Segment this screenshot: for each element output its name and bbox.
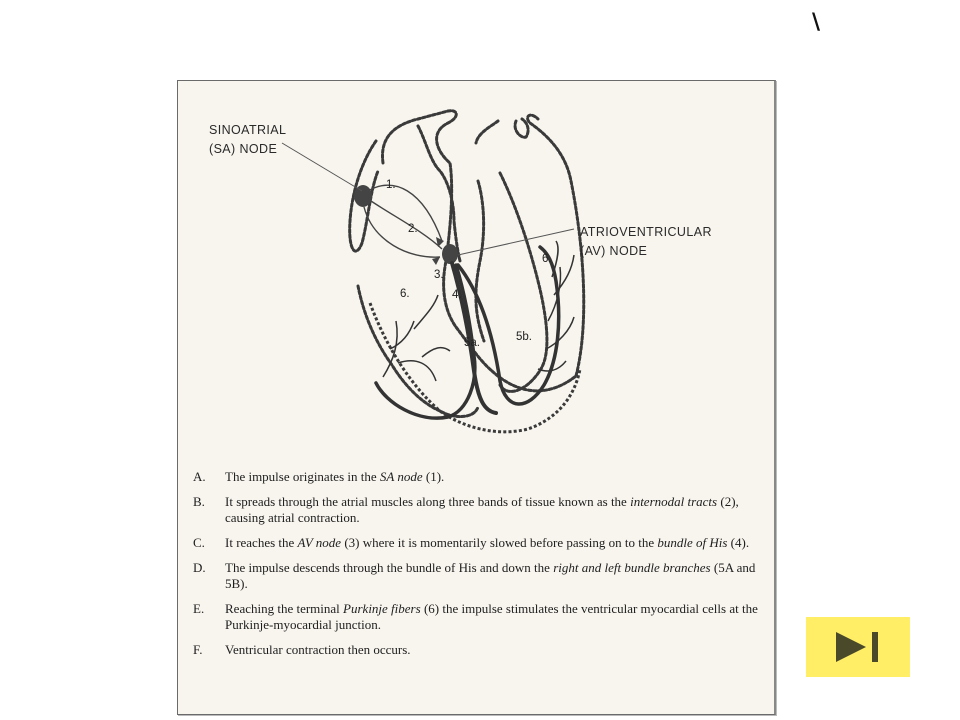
step-segment: (1). [422, 469, 445, 484]
step-text [225, 560, 755, 591]
step-segment: (6) the impulse stimulates the ventricular myocardial cells at the Purkinje-myocardial junction. [225, 601, 758, 632]
step-item [193, 469, 770, 485]
next-slide-button[interactable] [806, 617, 910, 677]
label-6-left: 6. [400, 288, 410, 300]
step-letter: E. [193, 601, 205, 616]
step-term: Purkinje fibers [343, 601, 421, 616]
step-item [193, 601, 770, 633]
sa-node-label: SINOATRIAL (SA) NODE [209, 123, 287, 156]
av-node-label: ATRIOVENTRICULAR (AV) NODE [580, 225, 712, 258]
label-5a: 5a. [464, 337, 480, 349]
step-segment: (3) where it is momentarily slowed before passing on to the [341, 535, 658, 550]
av-node-shape [442, 244, 458, 264]
step-item [193, 642, 770, 658]
corner-mark: \ [812, 10, 821, 35]
step-segment: The impulse descends through the bundle of His and down the [225, 560, 554, 575]
step-term: internodal tracts [630, 494, 718, 509]
step-segment: It spreads through the atrial muscles along three bands of tissue known as the [225, 494, 631, 509]
step-item [193, 535, 770, 551]
step-text [225, 469, 444, 484]
step-letter: B. [193, 494, 205, 509]
step-term: AV node [297, 535, 342, 550]
label-2: 2. [408, 223, 418, 235]
step-segment: It reaches the [225, 535, 298, 550]
conduction-steps-list [193, 469, 770, 667]
step-segment: (5A and 5B). [225, 560, 756, 591]
step-letter: C. [193, 535, 205, 550]
label-6-right: 6. [542, 253, 552, 265]
step-segment: The impulse originates in the [225, 469, 380, 484]
heart-diagram [178, 81, 774, 466]
step-term: bundle of His [657, 535, 728, 550]
step-text [225, 535, 749, 550]
step-letter: F. [193, 642, 203, 657]
step-segment: Ventricular contraction then occurs. [225, 642, 411, 657]
label-3: 3. [434, 269, 444, 281]
step-text [225, 494, 739, 525]
skip-next-icon [806, 617, 910, 677]
step-letter: D. [193, 560, 206, 575]
step-text [225, 642, 411, 657]
step-segment: (4). [727, 535, 750, 550]
label-1: 1. [386, 179, 396, 191]
label-4: 4. [452, 289, 462, 301]
step-item [193, 560, 770, 592]
step-segment: Reaching the terminal [225, 601, 344, 616]
label-5b: 5b. [516, 331, 532, 343]
step-item [193, 494, 770, 526]
step-segment: (2), causing atrial contraction. [225, 494, 739, 525]
conduction-system-figure [177, 80, 776, 715]
step-text [225, 601, 758, 632]
step-term: right and left bundle branches [553, 560, 711, 575]
step-letter: A. [193, 469, 206, 484]
step-term: SA node [379, 469, 423, 484]
